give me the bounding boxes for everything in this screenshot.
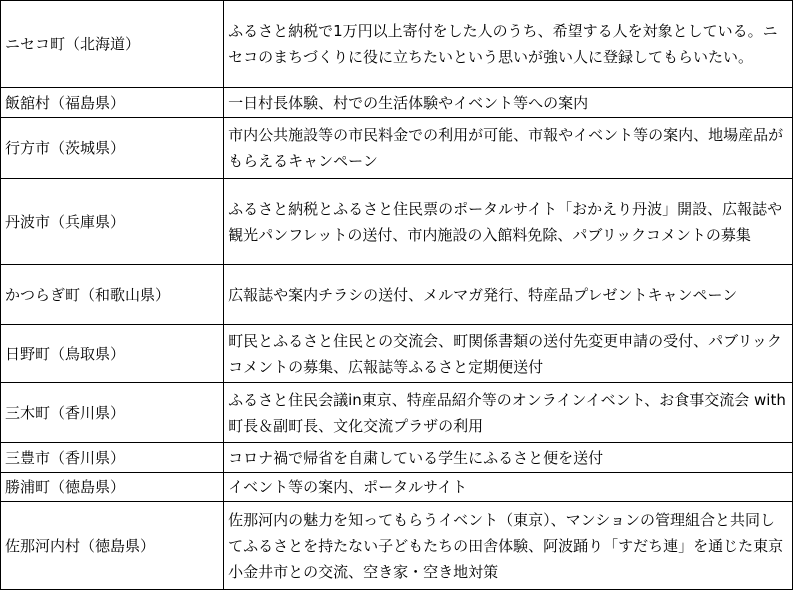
municipality-cell: かつらぎ町（和歌山県） <box>1 265 224 325</box>
table-row <box>1 88 793 118</box>
municipality-cell: ニセコ町（北海道） <box>1 1 224 88</box>
table-row <box>1 473 793 502</box>
description-cell: 市内公共施設等の市民料金での利用が可能、市報やイベント等の案内、地場産品がもらえるキャンペーン <box>224 118 793 179</box>
description-cell: ふるさと納税とふるさと住民票のポータルサイト「おかえり丹波」開設、広報誌や観光パンフレットの送付、市内施設の入館料免除、パブリックコメントの募集 <box>224 179 793 265</box>
municipality-cell: 飯舘村（福島県） <box>1 88 224 118</box>
table-row <box>1 1 793 88</box>
municipality-cell: 三木町（香川県） <box>1 383 224 443</box>
table-row <box>1 179 793 265</box>
description-cell: 広報誌や案内チラシの送付、メルマガ発行、特産品プレゼントキャンペーン <box>224 265 793 325</box>
description-cell: ふるさと納税で1万円以上寄付をした人のうち、希望する人を対象としている。ニセコのまちづくりに役に立ちたいという思いが強い人に登録してもらいたい。 <box>224 1 793 88</box>
municipality-cell: 行方市（茨城県） <box>1 118 224 179</box>
description-cell: コロナ禍で帰省を自粛している学生にふるさと便を送付 <box>224 443 793 473</box>
municipality-cell: 日野町（鳥取県） <box>1 325 224 383</box>
table-row <box>1 325 793 383</box>
description-cell: 佐那河内の魅力を知ってもらうイベント（東京）、マンションの管理組合と共同してふるさとを持たない子どもたちの田舎体験、阿波踊り「すだち連」を通じた東京小金井市との交流、空き家・空き地対策 <box>224 502 793 590</box>
municipality-cell: 丹波市（兵庫県） <box>1 179 224 265</box>
description-cell: ふるさと住民会議in東京、特産品紹介等のオンラインイベント、お食事交流会 with町長＆副町長、文化交流プラザの利用 <box>224 383 793 443</box>
municipality-cell: 佐那河内村（徳島県） <box>1 502 224 590</box>
description-cell: イベント等の案内、ポータルサイト <box>224 473 793 502</box>
description-cell: 一日村長体験、村での生活体験やイベント等への案内 <box>224 88 793 118</box>
table-row <box>1 443 793 473</box>
table-row <box>1 118 793 179</box>
table-row <box>1 502 793 590</box>
table-row <box>1 383 793 443</box>
table-row <box>1 265 793 325</box>
description-cell: 町民とふるさと住民との交流会、町関係書類の送付先変更申請の受付、パブリックコメントの募集、広報誌等ふるさと定期便送付 <box>224 325 793 383</box>
municipality-cell: 三豊市（香川県） <box>1 443 224 473</box>
municipality-cell: 勝浦町（徳島県） <box>1 473 224 502</box>
